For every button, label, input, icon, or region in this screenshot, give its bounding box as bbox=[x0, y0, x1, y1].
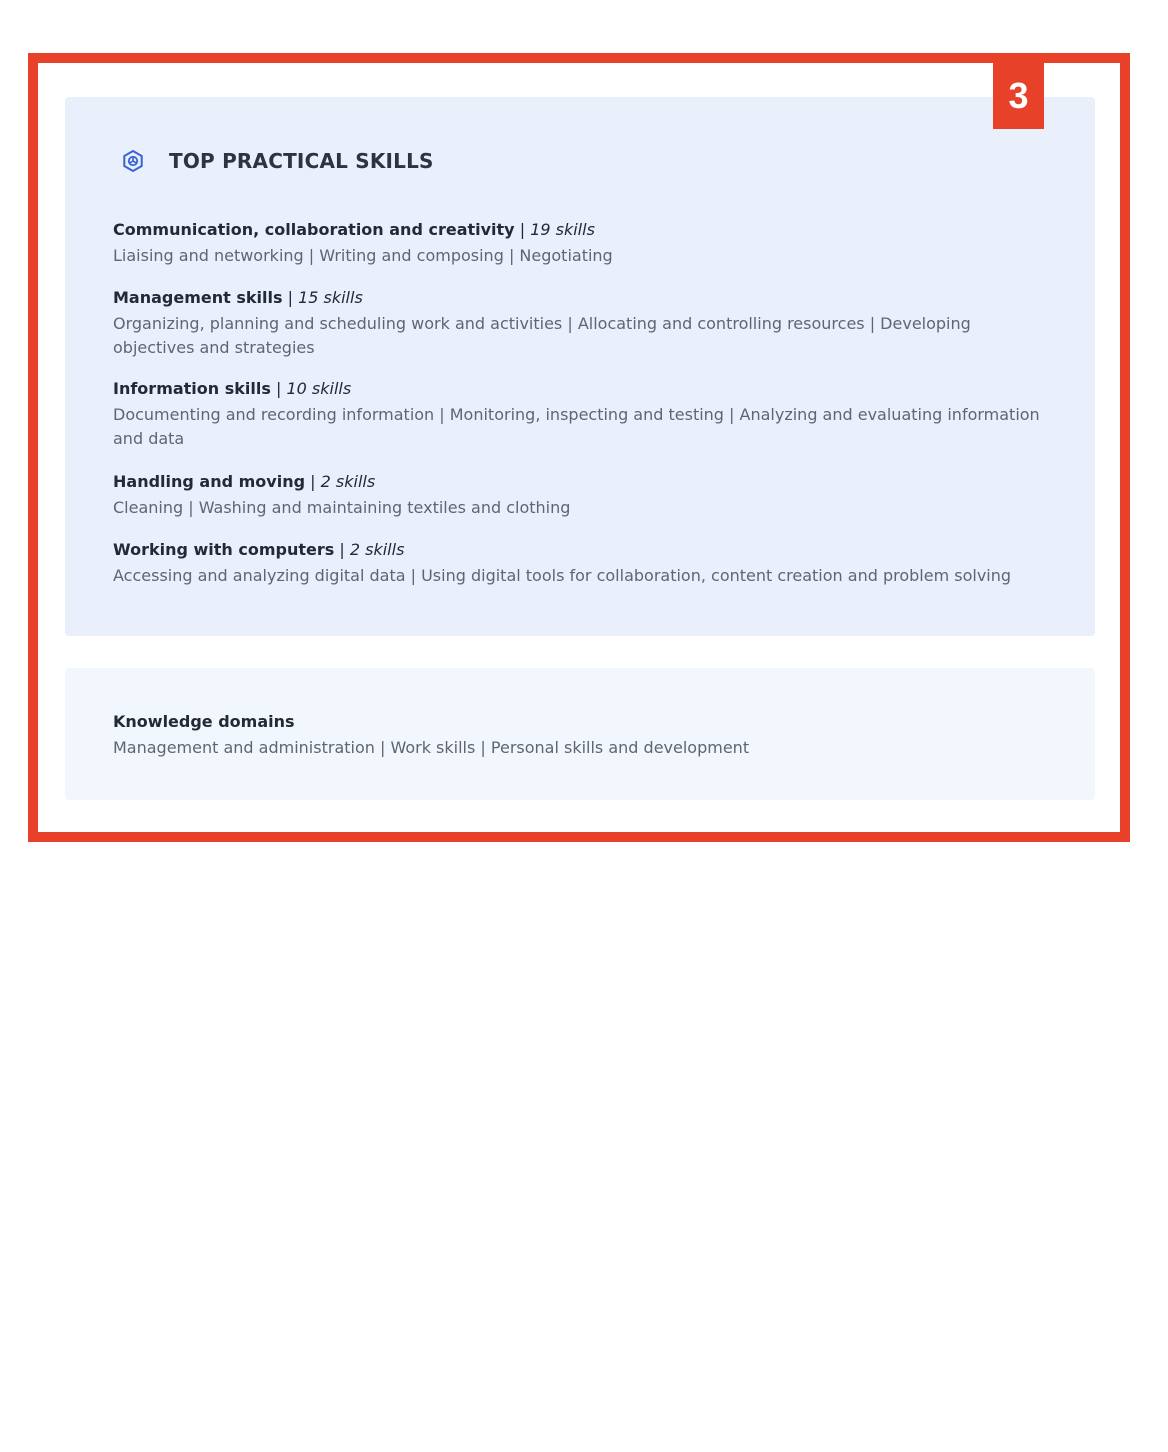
skill-category bbox=[113, 377, 1053, 451]
top-practical-skills-card bbox=[65, 97, 1095, 636]
knowledge-domains-content bbox=[113, 710, 1053, 760]
skill-category-name: Management skills bbox=[113, 288, 283, 307]
skill-category-heading bbox=[113, 286, 1053, 310]
skill-category-heading bbox=[113, 377, 1053, 401]
skill-category bbox=[113, 470, 1053, 520]
skill-category-heading bbox=[113, 218, 1053, 242]
skill-category-items: Accessing and analyzing digital data | Using digital tools for collaboration, content creation and problem solving bbox=[113, 566, 1012, 585]
skill-category-items: Cleaning | Washing and maintaining textiles and clothing bbox=[113, 498, 571, 517]
skill-category-count: 19 skills bbox=[530, 220, 595, 239]
skill-category-count: 10 skills bbox=[286, 379, 352, 398]
skill-category-name: Communication, collaboration and creativity bbox=[113, 220, 515, 239]
knowledge-domains-items: Management and administration | Work skills | Personal skills and development bbox=[113, 738, 750, 757]
skill-category-items: Liaising and networking | Writing and composing | Negotiating bbox=[113, 246, 613, 265]
skill-category-count: 2 skills bbox=[320, 472, 376, 491]
separator: | bbox=[310, 472, 316, 491]
skill-category-name: Handling and moving bbox=[113, 472, 306, 491]
skill-category-heading bbox=[113, 470, 1053, 494]
separator: | bbox=[275, 379, 282, 398]
separator: | bbox=[519, 220, 526, 239]
skill-category-items: Organizing, planning and scheduling work and activities | Allocating and controlling resources | Developing objectives and strategies bbox=[113, 314, 971, 357]
skill-category bbox=[113, 286, 1053, 360]
skills-hexagon-icon bbox=[121, 149, 145, 173]
page-number-badge: 3 bbox=[993, 63, 1044, 129]
skill-category-items: Documenting and recording information | Monitoring, inspecting and testing | Analyzing and evaluating information and data bbox=[113, 405, 1040, 448]
skills-card-title: TOP PRACTICAL SKILLS bbox=[169, 149, 434, 173]
skill-category-name: Working with computers bbox=[113, 540, 335, 559]
skill-category-count: 15 skills bbox=[298, 288, 363, 307]
skill-category bbox=[113, 218, 1053, 268]
knowledge-domains-title: Knowledge domains bbox=[113, 712, 295, 731]
skill-category bbox=[113, 538, 1053, 588]
knowledge-domains-card bbox=[65, 668, 1095, 800]
skill-category-heading bbox=[113, 538, 1053, 562]
skills-card-header bbox=[121, 149, 434, 173]
skill-category-name: Information skills bbox=[113, 379, 271, 398]
separator: | bbox=[339, 540, 345, 559]
separator: | bbox=[287, 288, 293, 307]
skill-category-count: 2 skills bbox=[349, 540, 405, 559]
